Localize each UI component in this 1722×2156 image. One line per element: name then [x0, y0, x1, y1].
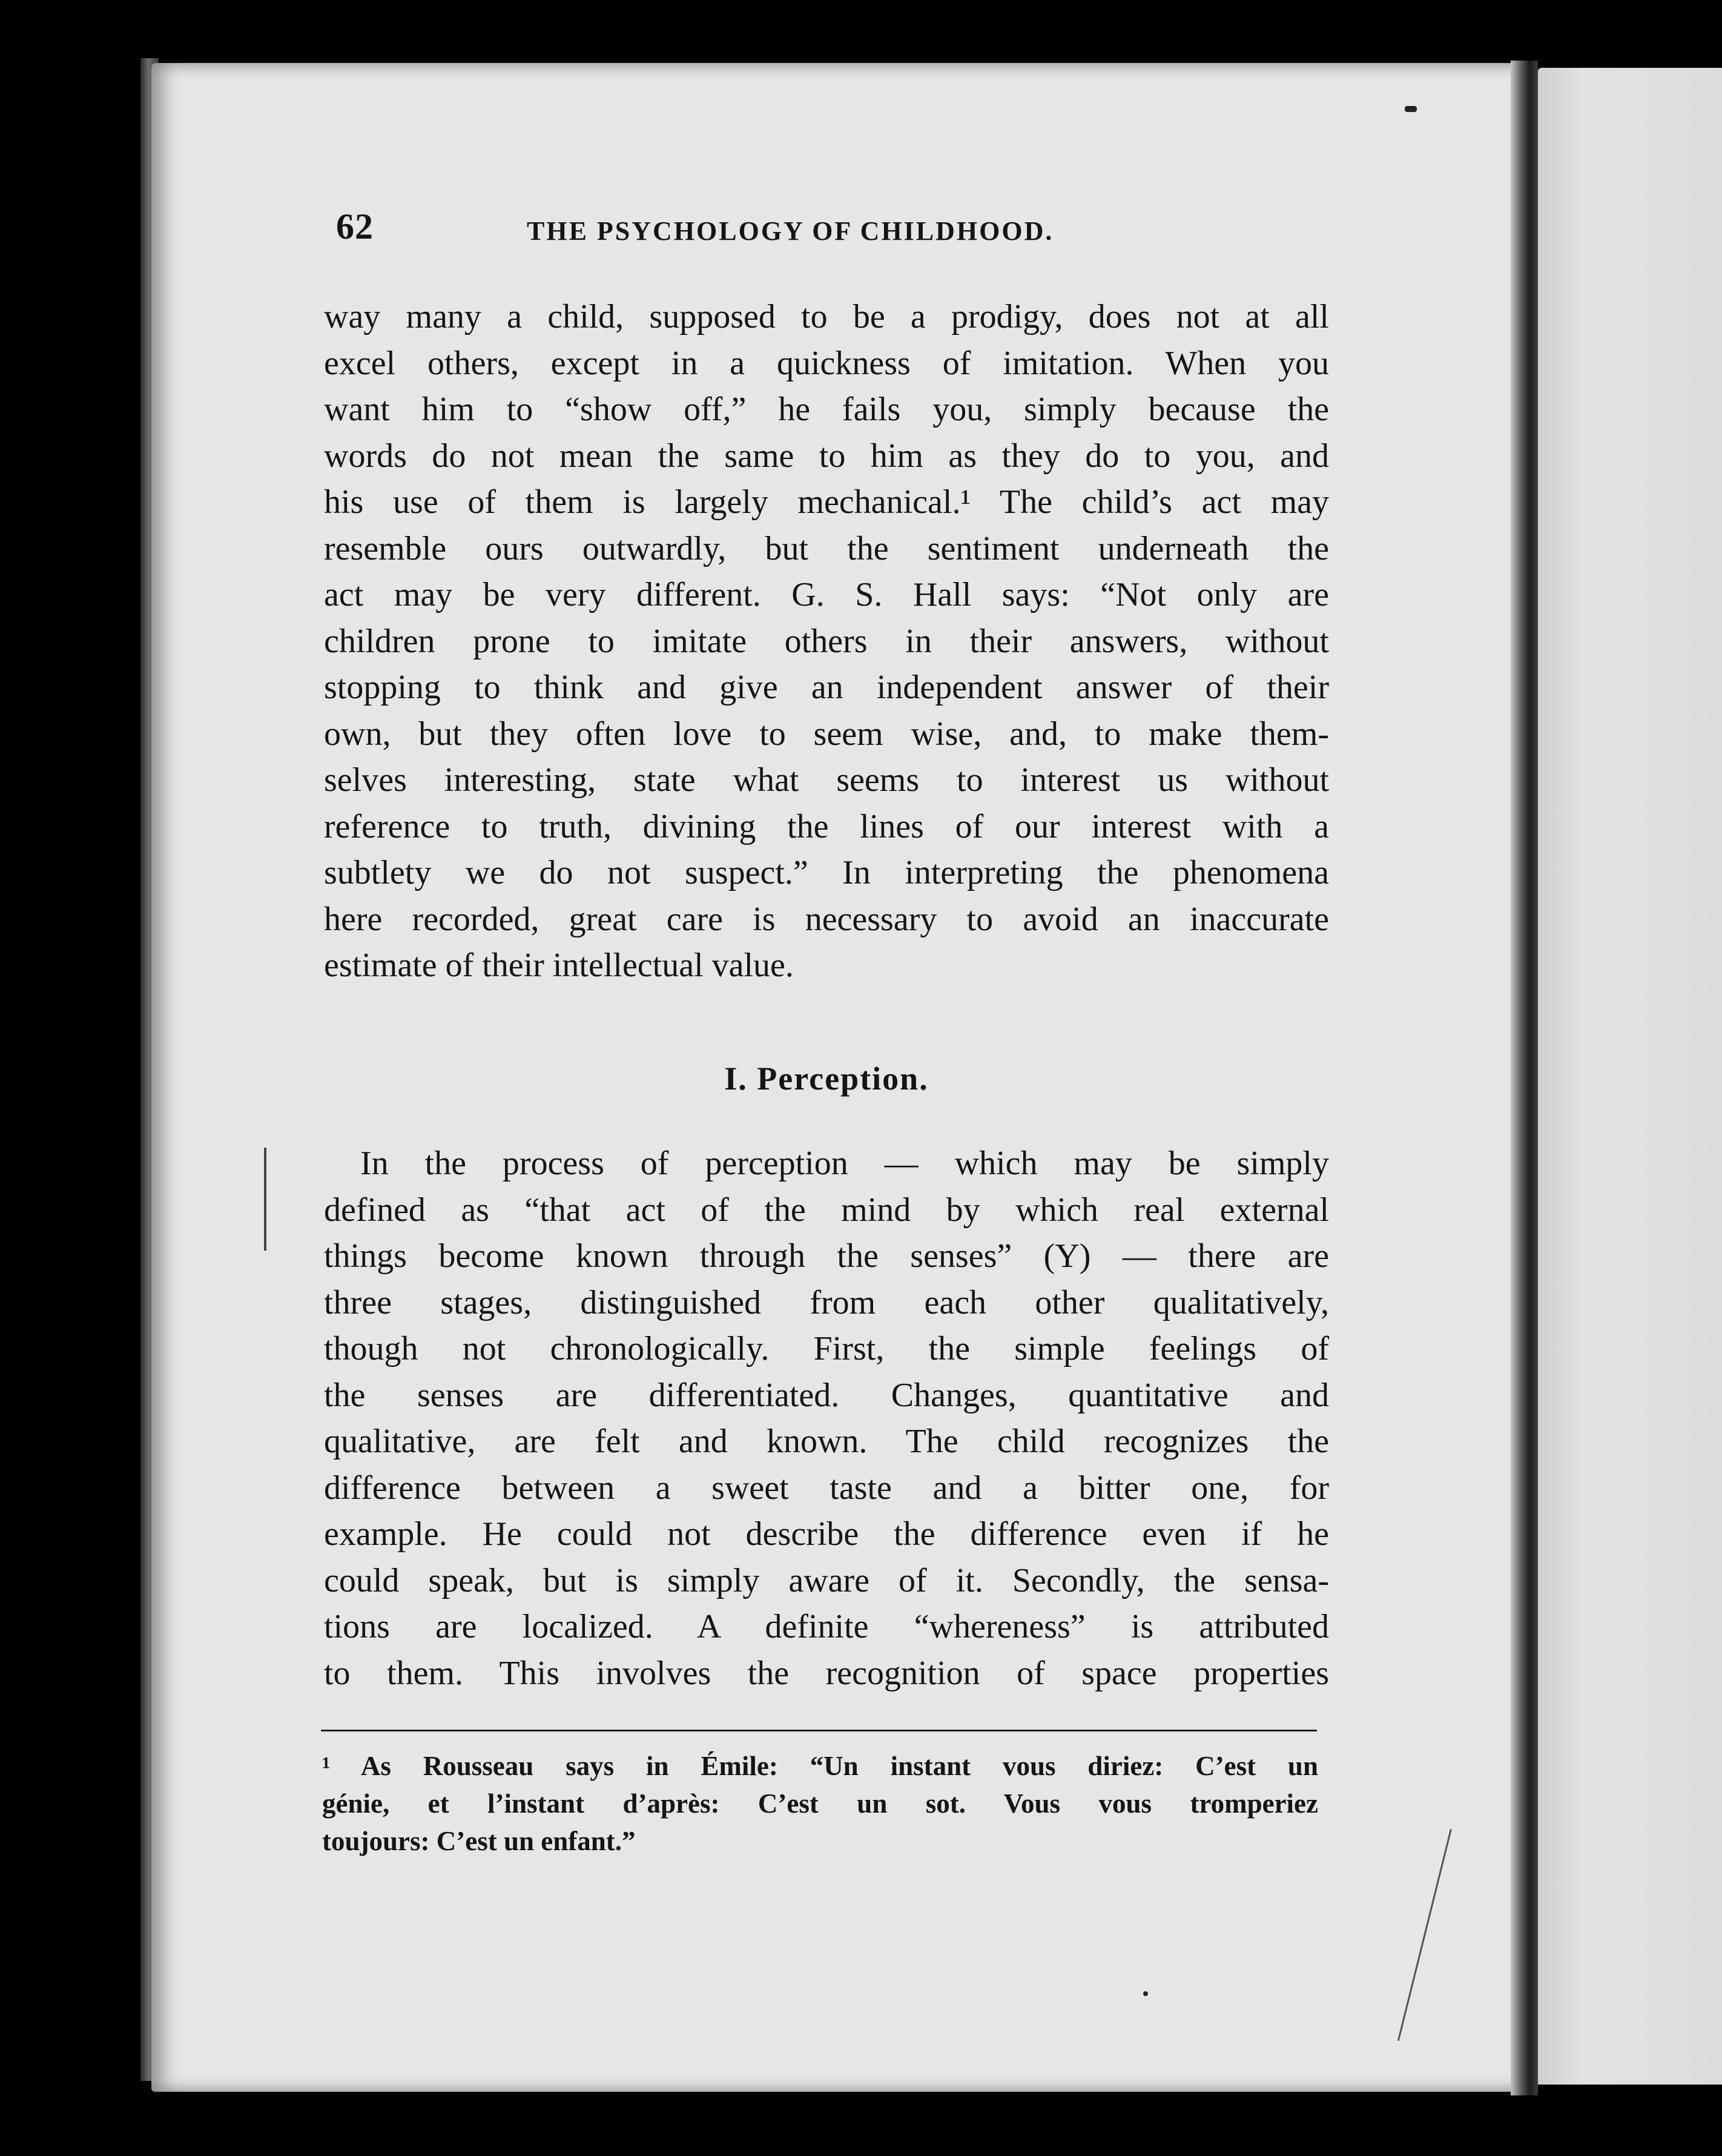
text-line: subtlety we do not suspect.” In interpreting the phenomena — [324, 854, 1329, 891]
text-line: way many a child, supposed to be a prodigy, does not at all — [324, 298, 1329, 336]
text-line: difference between a sweet taste and a bitter one, for — [324, 1469, 1329, 1507]
text-line: resemble ours outwardly, but the sentiment underneath the — [324, 529, 1329, 567]
text-line: here recorded, great care is necessary to avoid an inaccurate — [324, 900, 1329, 938]
text-line: act may be very different. G. S. Hall says: “Not only are — [324, 576, 1329, 613]
paragraph-perception — [324, 1140, 1329, 1696]
text-line: defined as “that act of the mind by which real external — [324, 1191, 1329, 1229]
ink-dot — [1143, 1991, 1148, 1996]
text-line: selves interesting, state what seems to interest us without — [324, 761, 1329, 799]
text-line: example. He could not describe the difference even if he — [324, 1515, 1329, 1553]
book-gutter — [1511, 61, 1538, 2095]
text-line: reference to truth, divining the lines of our interest with a — [324, 807, 1329, 845]
running-head — [336, 206, 1160, 260]
facing-page-edge — [1538, 68, 1722, 2085]
section-heading: I. Perception. — [724, 1060, 929, 1097]
running-title: THE PSYCHOLOGY OF CHILDHOOD. — [527, 216, 1054, 246]
text-line: want him to “show off,” he fails you, simply because the — [324, 391, 1329, 428]
text-line: In the process of perception — which may be simply — [360, 1145, 1329, 1182]
text-line: children prone to imitate others in their answers, without — [324, 622, 1329, 660]
text-line: stopping to think and give an independent answer of their — [324, 669, 1329, 706]
ink-speck — [1405, 106, 1417, 112]
text-line: excel others, except in a quickness of imitation. When you — [324, 344, 1329, 382]
text-line: words do not mean the same to him as they do to you, and — [324, 437, 1329, 475]
paragraph-imitation — [324, 294, 1329, 989]
text-line: three stages, distinguished from each other qualitatively, — [324, 1283, 1329, 1321]
footnote-line: ¹ As Rousseau says in Émile: “Un instant vous diriez: C’est un — [322, 1751, 1318, 1781]
footnote-line: toujours: C’est un enfant.” — [322, 1826, 636, 1856]
text-line: the senses are differentiated. Changes, quantitative and — [324, 1376, 1329, 1414]
text-line: though not chronologically. First, the simple feelings of — [324, 1330, 1329, 1367]
text-line: his use of them is largely mechanical.¹ The child’s act may — [324, 483, 1329, 521]
page-number: 62 — [336, 207, 374, 246]
text-line: qualitative, are felt and known. The child recognizes the — [324, 1423, 1329, 1460]
text-line: things become known through the senses” (Y) — there are — [324, 1237, 1329, 1275]
text-line: could speak, but is simply aware of it. Secondly, the sensa- — [324, 1561, 1329, 1599]
text-line: tions are localized. A definite “whereness” is attributed — [324, 1608, 1329, 1645]
footnote — [322, 1747, 1318, 1860]
margin-pencil-mark — [264, 1148, 266, 1251]
text-line: own, but they often love to seem wise, and, to make them- — [324, 715, 1329, 753]
text-line: to them. This involves the recognition of space properties — [324, 1654, 1329, 1692]
footnote-rule — [321, 1730, 1317, 1731]
text-line: estimate of their intellectual value. — [324, 947, 794, 984]
footnote-line: génie, et l’instant d’après: C’est un sot. Vous vous tromperiez — [322, 1788, 1318, 1819]
